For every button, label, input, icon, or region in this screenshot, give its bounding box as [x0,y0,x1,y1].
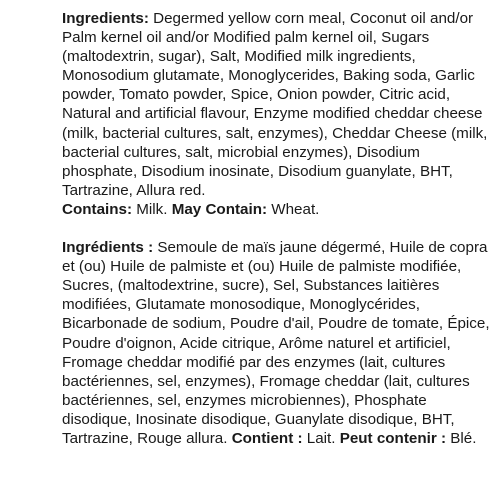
french-may-contain-heading: Peut contenir : [339,429,447,447]
french-contains-text: Lait. [302,429,340,447]
french-ingredients-block [62,238,497,448]
english-contains-heading: Contains: [62,200,133,218]
french-ingredients-text: Semoule de maïs jaune dégermé, Huile de copra et (ou) Huile de palmiste et (ou) Huile de palmiste modifiée, Sucres, (maltodextrine, sucre), Sel, Substances laitières modifiées, Glutamate monosodique, Monoglycérides, Bicarbonade de sodium, Poudre d'ail, Poudre de tomate, Épice, Poudre d'oignon, Acide citrique, Arôme naturel et artificiel, Fromage cheddar modifié par des enzymes (lait, cultures bactériennes, sel, enzymes), Fromage cheddar (lait, cultures bactériennes, sel, enzymes microbiennes), Phosphate disodique, Inosinate disodique, Guanylate disodique, BHT, Tartrazine, Rouge allura. [62,239,490,447]
french-may-contain-text: Blé. [446,429,477,447]
ingredient-label [62,9,497,448]
english-ingredients-text: Degermed yellow corn meal, Coconut oil and/or Palm kernel oil and/or Modified palm kernel oil, Sugars (maltodextrin, sugar), Salt, Modified milk ingredients, Monosodium glutamate, Monoglycerides, Baking soda, Garlic powder, Tomato powder, Spice, Onion powder, Citric acid, Natural and artificial flavour, Enzyme modified cheddar cheese (milk, bacterial cultures, salt, enzymes), Cheddar Cheese (milk, bacterial cultures, salt, microbial enzymes), Disodium phosphate, Disodium inosinate, Disodium guanylate, BHT, Tartrazine, Allura red. [62,10,488,199]
french-ingredients-heading: Ingrédients : [62,239,154,257]
english-ingredients-heading: Ingredients: [62,10,149,27]
english-contains-text: Milk. [132,200,172,218]
english-allergen-line [62,200,497,219]
english-may-contain-text: Wheat. [267,200,320,218]
french-ingredients-paragraph [62,238,497,448]
english-ingredients-block [62,9,497,219]
english-ingredients-paragraph [62,9,497,200]
french-contains-heading: Contient : [231,429,303,447]
english-may-contain-heading: May Contain: [171,200,268,218]
